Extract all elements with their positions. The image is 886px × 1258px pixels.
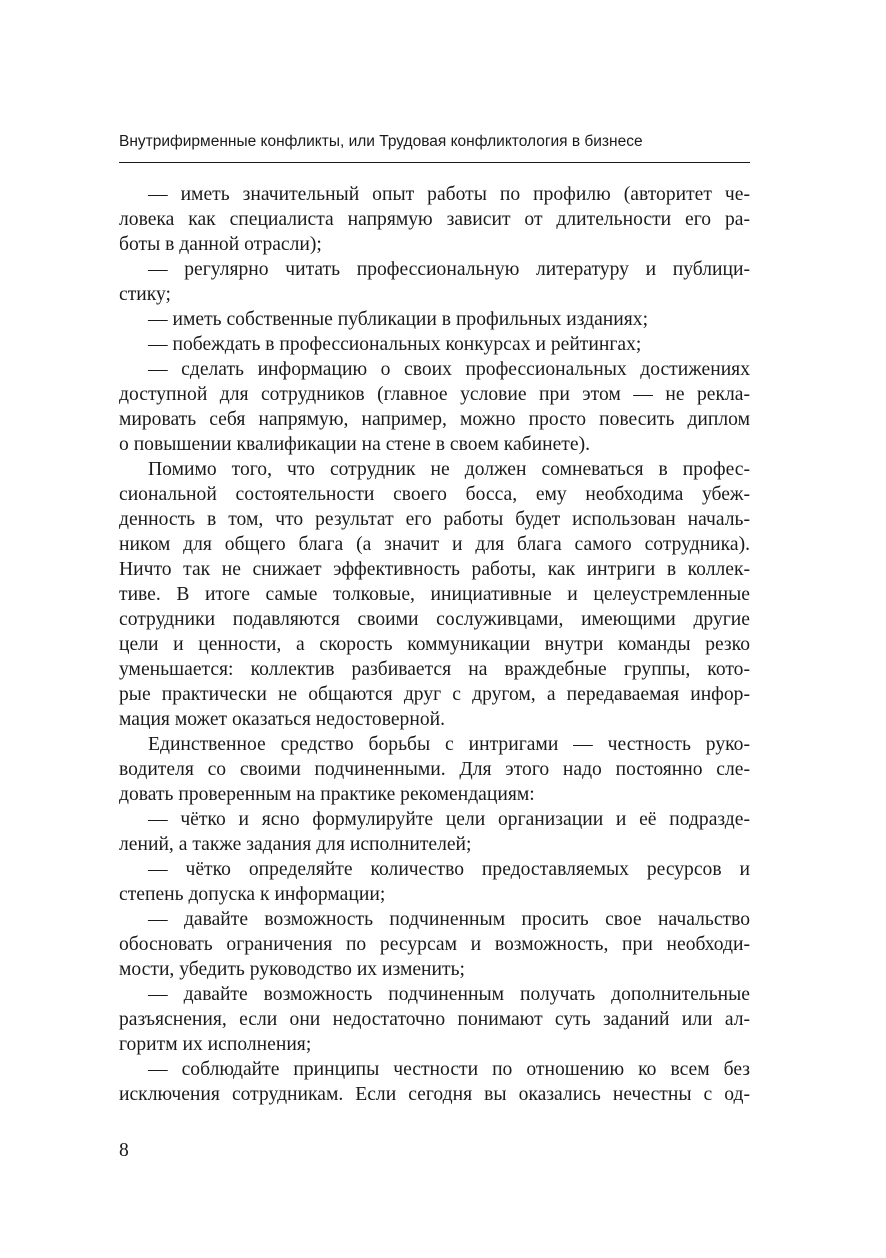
text-line: разъяснения, если они недостаточно понимают суть заданий или ал- xyxy=(119,1009,750,1030)
text-line: лений, а также задания для исполнителей; xyxy=(119,834,472,855)
text-line: боты в данной отрасли); xyxy=(119,234,322,255)
text-line: — давайте возможность подчиненным получать дополнительные xyxy=(148,984,750,1005)
header-divider xyxy=(119,162,750,163)
text-line: исключения сотрудникам. Если сегодня вы оказались нечестны с од- xyxy=(119,1084,750,1105)
text-line: стику; xyxy=(119,284,171,305)
text-line: довать проверенным на практике рекомендациям: xyxy=(119,784,535,805)
text-line: сиональной состоятельности своего босса, ему необходима убеж- xyxy=(119,484,750,505)
text-line: Помимо того, что сотрудник не должен сомневаться в профес- xyxy=(148,459,750,480)
text-line: Ничто так не снижает эффективность работы, как интриги в коллек- xyxy=(119,559,750,580)
text-line: цели и ценности, а скорость коммуникации внутри команды резко xyxy=(119,634,750,655)
text-line: водителя со своими подчиненными. Для этого надо постоянно сле- xyxy=(119,759,750,780)
text-line: рые практически не общаются друг с другом, а передаваемая инфор- xyxy=(119,684,750,705)
text-line: — чётко и ясно формулируйте цели организации и её подразде- xyxy=(148,809,750,830)
text-line: Единственное средство борьбы с интригами — честность руко- xyxy=(148,734,750,755)
text-line: ником для общего блага (а значит и для блага самого сотрудника). xyxy=(119,534,750,555)
text-line: ловека как специалиста напрямую зависит от длительности его ра- xyxy=(119,209,750,230)
text-line: обосновать ограничения по ресурсам и возможность, при необходи- xyxy=(119,934,750,955)
text-line: мости, убедить руководство их изменить; xyxy=(119,959,465,980)
text-line: — давайте возможность подчиненным просить свое начальство xyxy=(148,909,750,930)
text-line: — регулярно читать профессиональную литературу и публици- xyxy=(148,259,750,280)
text-line: — иметь значительный опыт работы по профилю (авторитет че- xyxy=(148,184,750,205)
text-line: мировать себя напрямую, например, можно просто повесить диплом xyxy=(119,409,750,430)
text-line: степень допуска к информации; xyxy=(119,884,386,905)
text-line: горитм их исполнения; xyxy=(119,1034,312,1055)
text-line: — соблюдайте принципы честности по отношению ко всем без xyxy=(148,1059,750,1080)
text-line: денность в том, что результат его работы будет использован началь- xyxy=(119,509,750,530)
text-line: — побеждать в профессиональных конкурсах и рейтингах; xyxy=(148,334,642,355)
text-line: — чётко определяйте количество предоставляемых ресурсов и xyxy=(148,859,750,880)
body-text xyxy=(119,182,750,1107)
text-line: о повышении квалификации на стене в своем кабинете). xyxy=(119,434,590,455)
text-line: сотрудники подавляются своими сослуживцами, имеющими другие xyxy=(119,609,750,630)
text-line: — сделать информацию о своих профессиональных достижениях xyxy=(148,359,750,380)
page-number: 8 xyxy=(119,1140,129,1161)
text-line: — иметь собственные публикации в профильных изданиях; xyxy=(148,309,649,330)
running-header-title: Внутрифирменные конфликты, или Трудовая конфликтология в бизнесе xyxy=(119,133,643,150)
text-line: уменьшается: коллектив разбивается на враждебные группы, кото- xyxy=(119,659,750,680)
text-line: доступной для сотрудников (главное условие при этом — не рекла- xyxy=(119,384,750,405)
text-line: мация может оказаться недостоверной. xyxy=(119,709,446,730)
text-line: тиве. В итоге самые толковые, инициативные и целеустремленные xyxy=(119,584,750,605)
